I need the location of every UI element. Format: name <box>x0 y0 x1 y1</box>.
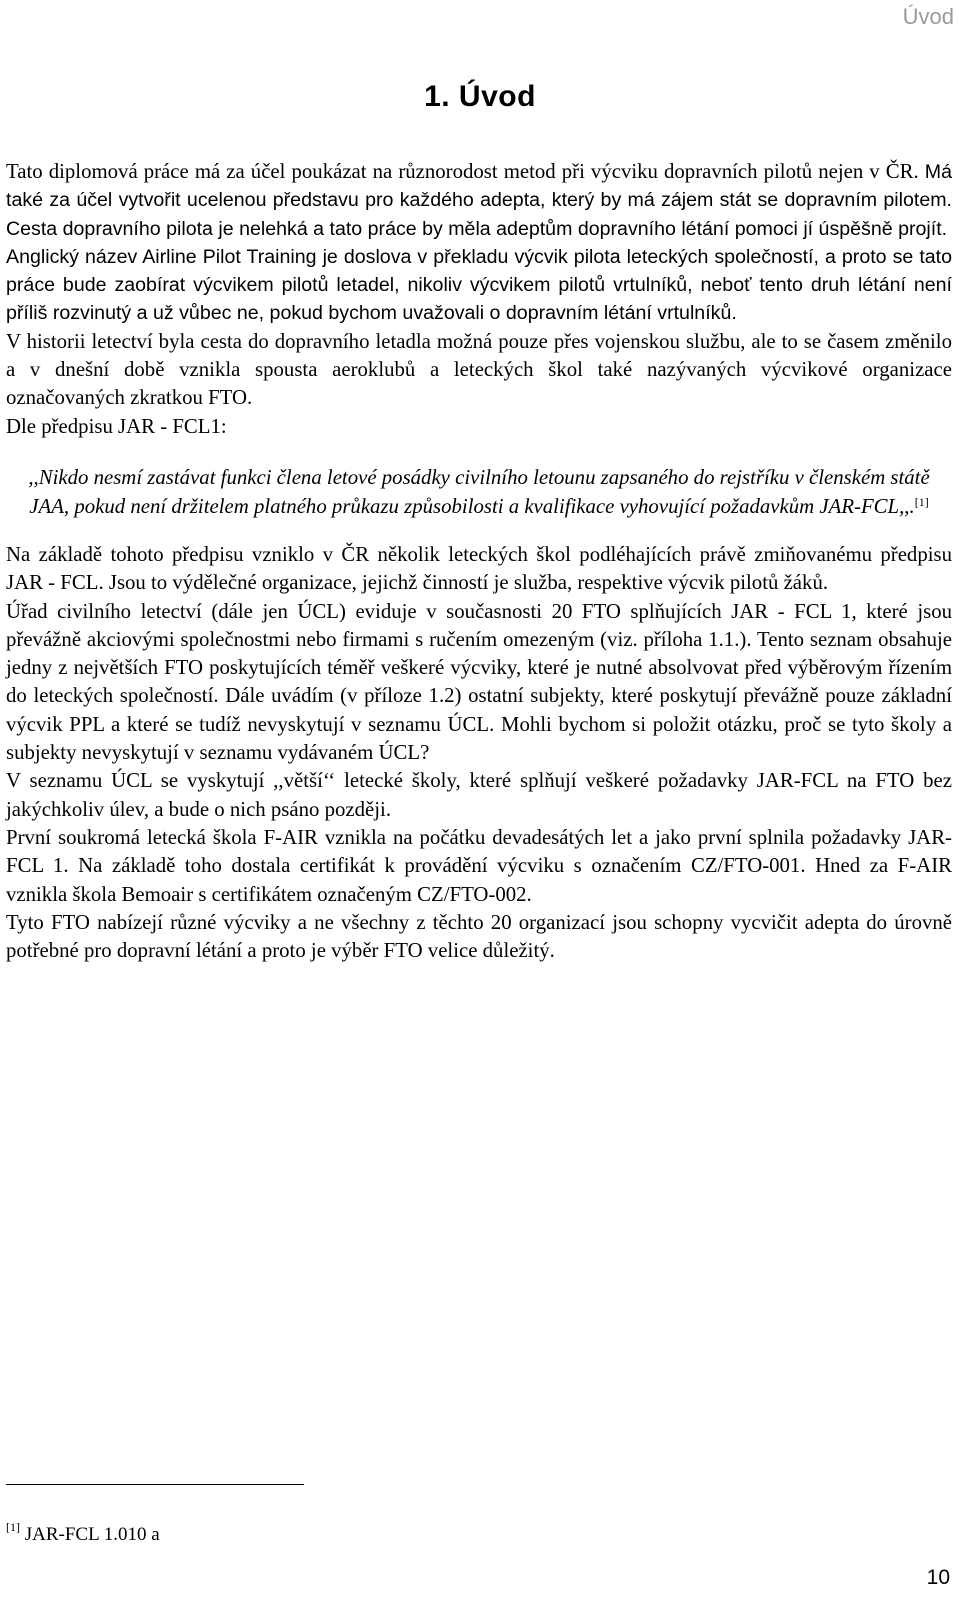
footnote-divider <box>6 1484 304 1485</box>
regulation-quote-text: ,,Nikdo nesmí zastávat funkci člena letové posádky civilního letounu zapsaného do rejstříku v členském státě JAA, pokud není držitelem platného průkazu způsobilosti a kvalifikace vyhovující požadavkům JAR-FCL,,. <box>28 465 930 518</box>
quote-footnote-ref[interactable]: [1] <box>914 494 929 509</box>
footnote-text: JAR-FCL 1.010 a <box>20 1524 160 1545</box>
paragraph-conclusion: Tyto FTO nabízejí různé výcviky a ne všechny z těchto 20 organizací jsou schopny vycvičit adepta do úrovně potřebné pro dopravní létání a proto je výběr FTO velice důležitý. <box>6 910 952 963</box>
paragraph-schools: Na základě tohoto předpisu vzniklo v ČR několik leteckých škol podléhajících právě zmiňovanému předpisu JAR - FCL. Jsou to výdělečné organizace, jejichž činností je služba, respektive výcvik pilotů žáků. <box>6 542 952 595</box>
footnote <box>6 1520 160 1546</box>
paragraph-name: Anglický název Airline Pilot Training je doslova v překladu výcvik pilota leteckých společností, a proto se tato práce bude zaobírat výcvikem pilotů letadel, nikoliv výcvikem pilotů vrtulníků, neboť tento druh létání není příliš rozvinutý a už vůbec ne, pokud bychom uvažovali o dopravním létání vrtulníků. <box>6 245 952 325</box>
paragraph-list: V seznamu ÚCL se vyskytují ,,větší‘‘ letecké školy, které splňují veškeré požadavky JAR-FCL na FTO bez jakýchkoliv úlev, a bude o nich psáno později. <box>6 769 952 821</box>
paragraph-ucl: Úřad civilního letectví (dále jen ÚCL) eviduje v současnosti 20 FTO splňujících JAR - FCL 1, které jsou převážně akciovými společnostmi nebo firmami s ručením omezeným (viz. příloha 1.1.). Tento seznam obsahuje jedny z největších FTO poskytujících téměř veškeré výcviky, které je nutné absolvovat před výběrovým řízením do leteckých společností. Dále uvádím (v příloze 1.2) ostatní subjekty, které poskytují převážně pouze základní výcvik PPL a které se tudíž nevyskytují v seznamu ÚCL. Mohli bychom si položit otázku, proč se tyto školy a subjekty nevyskytují v seznamu vydávaném ÚCL? <box>6 599 952 765</box>
regulation-quote <box>6 463 952 521</box>
paragraph-history: V historii letectví byla cesta do dopravního letadla možná pouze přes vojenskou službu, ale to se časem změnilo a v dnešní době vznikla spousta aeroklubů a leteckých škol také nazývaných výcvikové organizace označovaných zkratkou FTO. <box>6 329 952 410</box>
page-number: 10 <box>926 1566 950 1589</box>
paragraph-intro <box>6 158 952 243</box>
chapter-title: 1. Úvod <box>424 80 536 113</box>
paragraph-intro-sans: Má také za účel vytvořit ucelenou představu pro každého adepta, který by má zájem stát se dopravním pilotem. Cesta dopravního pilota je nelehká a tato práce by měla adeptům dopravního létání pomoci jí úspěšně projít. <box>6 161 952 240</box>
document-body <box>6 158 952 965</box>
paragraph-intro-serif: Tato diplomová práce má za účel poukázat na různorodost metod při výcviku dopravních pilotů nejen v ČR. <box>6 160 925 183</box>
footnote-mark: [1] <box>6 1520 20 1534</box>
paragraph-regulation-intro: Dle předpisu JAR - FCL1: <box>6 414 227 438</box>
paragraph-first-school: První soukromá letecká škola F-AIR vznikla na počátku devadesátých let a jako první splnila požadavky JAR-FCL 1. Na základě toho dostala certifikát k provádění výcviku s označením CZ/FTO-001. Hned za F-AIR vznikla škola Bemoair s certifikátem označeným CZ/FTO-002. <box>6 825 952 906</box>
running-header: Úvod <box>902 4 954 29</box>
